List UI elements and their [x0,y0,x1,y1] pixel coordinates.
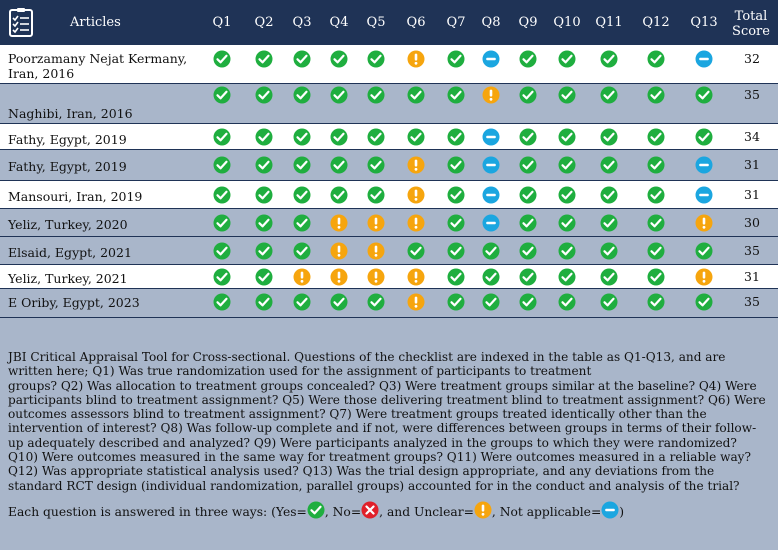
yes-check-icon [519,86,537,104]
yes-check-icon [367,86,385,104]
yes-check-icon [647,50,665,68]
yes-check-icon [330,86,348,104]
yes-check-icon [367,156,385,174]
yes-check-icon [600,156,618,174]
yes-check-icon [447,293,465,311]
unclear-exclamation-icon [407,156,425,174]
table-row [0,181,778,209]
yes-check-icon [213,268,231,286]
article-name: Mansouri, Iran, 2019 [8,189,143,204]
yes-check-icon [647,156,665,174]
unclear-exclamation-icon [367,268,385,286]
yes-check-icon [558,214,576,232]
table-row [0,265,778,289]
yes-check-icon [213,50,231,68]
unclear-exclamation-icon [407,186,425,204]
table-header [0,0,778,45]
no-cross-icon [361,501,379,519]
notes-paragraph-2: groups? Q2) Was allocation to treatment groups concealed? Q3) Were treatment groups similar at the baseline? Q4) Were participants blind to treatment assignment? Q5) Were those delivering treatment blind to treatment assignment? Q6) Were outcomes assessors blind to treatment assignment? Q7) Were treatment groups treated identically other than the intervention of interest? Q8) Was follow-up complete and if not, were differences between groups in terms of their follow-up adequately described and analyzed? Q9) Were participants analyzed in the groups to which they were randomized? Q10) Were outcomes measured in the same way for treatment groups? Q11) Were outcomes measured in a reliable way? Q12) Was appropriate statistical analysis used? Q13) Was the trial design appropriate, and any deviations from the standard RCT design (individual randomization, parallel groups) accounted for in the conduct and analysis of the trial? [8,378,766,493]
yes-check-icon [647,186,665,204]
yes-check-icon [447,86,465,104]
yes-check-icon [647,86,665,104]
yes-check-icon [213,186,231,204]
yes-check-icon [213,86,231,104]
yes-check-icon [367,293,385,311]
yes-check-icon [600,268,618,286]
yes-check-icon [558,50,576,68]
yes-check-icon [255,293,273,311]
yes-check-icon [558,242,576,260]
total-score: 30 [744,215,760,230]
not-applicable-minus-icon [482,186,500,204]
question-header-q4: Q4 [329,15,349,30]
notes-text [8,350,770,493]
yes-check-icon [647,293,665,311]
yes-check-icon [293,186,311,204]
yes-check-icon [558,268,576,286]
yes-check-icon [255,214,273,232]
yes-check-icon [447,128,465,146]
yes-check-icon [407,128,425,146]
question-header-q1: Q1 [212,15,232,30]
yes-check-icon [695,242,713,260]
unclear-exclamation-icon [407,293,425,311]
not-applicable-minus-icon [695,156,713,174]
yes-check-icon [600,86,618,104]
yes-check-icon [482,242,500,260]
total-score: 35 [744,294,760,309]
question-header-q10: Q10 [553,15,581,30]
yes-check-icon [647,242,665,260]
notes-paragraph-1: JBI Critical Appraisal Tool for Cross-sectional. Questions of the checklist are indexed in the table as Q1-Q13, and are written here; Q1) Was true randomization used for the assignment of participants to treatment [8,350,726,379]
not-applicable-minus-icon [482,214,500,232]
yes-check-icon [407,86,425,104]
not-applicable-minus-icon [482,128,500,146]
yes-check-icon [213,293,231,311]
table-row [0,45,778,84]
yes-check-icon [213,128,231,146]
yes-check-icon [519,268,537,286]
yes-check-icon [558,156,576,174]
yes-check-icon [367,50,385,68]
article-name: Yeliz, Turkey, 2020 [8,217,128,232]
not-applicable-minus-icon [601,501,619,519]
legend: Each question is answered in three ways: (Yes= , No= , and Unclear= , Not applicable= ) [8,501,624,519]
total-score: 31 [744,157,760,172]
yes-check-icon [482,268,500,286]
yes-check-icon [330,50,348,68]
yes-check-icon [330,156,348,174]
yes-check-icon [447,186,465,204]
article-name: Poorzamany Nejat Kermany, [8,51,188,66]
yes-check-icon [647,128,665,146]
yes-check-icon [293,293,311,311]
unclear-exclamation-icon [474,501,492,519]
unclear-exclamation-icon [330,214,348,232]
yes-check-icon [600,293,618,311]
checklist-icon [8,8,34,38]
question-header-q7: Q7 [446,15,466,30]
yes-check-icon [293,242,311,260]
article-name: Fathy, Egypt, 2019 [8,132,127,147]
question-header-q6: Q6 [406,15,426,30]
yes-check-icon [367,186,385,204]
yes-check-icon [647,268,665,286]
yes-check-icon [600,186,618,204]
yes-check-icon [519,50,537,68]
yes-check-icon [558,128,576,146]
yes-check-icon [695,128,713,146]
unclear-exclamation-icon [330,242,348,260]
table-row [0,209,778,237]
table-row [0,84,778,124]
yes-check-icon [519,186,537,204]
yes-check-icon [330,128,348,146]
not-applicable-minus-icon [695,186,713,204]
articles-column-header: Articles [70,15,121,30]
yes-check-icon [447,156,465,174]
unclear-exclamation-icon [695,268,713,286]
yes-check-icon [255,86,273,104]
yes-check-icon [307,501,325,519]
yes-check-icon [293,86,311,104]
yes-check-icon [447,242,465,260]
article-name: E Oriby, Egypt, 2023 [8,295,140,310]
yes-check-icon [447,50,465,68]
table-row [0,150,778,181]
yes-check-icon [367,128,385,146]
table-row [0,289,778,318]
unclear-exclamation-icon [482,86,500,104]
article-name: Elsaid, Egypt, 2021 [8,245,132,260]
article-name-line2: Naghibi, Iran, 2016 [8,106,133,121]
yes-check-icon [519,214,537,232]
unclear-exclamation-icon [407,50,425,68]
yes-check-icon [293,128,311,146]
question-header-q13: Q13 [690,15,718,30]
not-applicable-minus-icon [695,50,713,68]
total-score: 32 [744,51,760,66]
yes-check-icon [293,50,311,68]
yes-check-icon [255,50,273,68]
unclear-exclamation-icon [407,214,425,232]
yes-check-icon [519,293,537,311]
total-score: 35 [744,87,760,102]
total-score: 31 [744,187,760,202]
question-header-q12: Q12 [642,15,670,30]
table-row [0,124,778,150]
question-header-q11: Q11 [595,15,623,30]
not-applicable-minus-icon [482,156,500,174]
question-header-q3: Q3 [292,15,312,30]
total-score: 35 [744,243,760,258]
yes-check-icon [407,242,425,260]
unclear-exclamation-icon [367,242,385,260]
yes-check-icon [213,242,231,260]
yes-check-icon [255,128,273,146]
total-score-header: Total Score [732,9,770,39]
yes-check-icon [600,50,618,68]
yes-check-icon [447,214,465,232]
total-score: 34 [744,129,760,144]
article-name-line2: Iran, 2016 [8,66,75,81]
unclear-exclamation-icon [407,268,425,286]
question-header-q9: Q9 [518,15,538,30]
yes-check-icon [558,293,576,311]
yes-check-icon [647,214,665,232]
not-applicable-minus-icon [482,50,500,68]
yes-check-icon [255,186,273,204]
yes-check-icon [600,128,618,146]
question-header-q5: Q5 [366,15,386,30]
question-header-q8: Q8 [481,15,501,30]
yes-check-icon [447,268,465,286]
yes-check-icon [293,214,311,232]
table-row [0,237,778,265]
yes-check-icon [330,293,348,311]
yes-check-icon [293,156,311,174]
yes-check-icon [213,214,231,232]
question-header-q2: Q2 [254,15,274,30]
yes-check-icon [600,242,618,260]
yes-check-icon [695,293,713,311]
yes-check-icon [600,214,618,232]
unclear-exclamation-icon [695,214,713,232]
yes-check-icon [519,128,537,146]
yes-check-icon [255,242,273,260]
unclear-exclamation-icon [330,268,348,286]
yes-check-icon [558,86,576,104]
yes-check-icon [695,86,713,104]
yes-check-icon [330,186,348,204]
yes-check-icon [519,242,537,260]
article-name: Fathy, Egypt, 2019 [8,159,127,174]
yes-check-icon [519,156,537,174]
unclear-exclamation-icon [367,214,385,232]
notes-section [0,318,778,550]
unclear-exclamation-icon [293,268,311,286]
yes-check-icon [255,268,273,286]
yes-check-icon [558,186,576,204]
yes-check-icon [255,156,273,174]
yes-check-icon [482,293,500,311]
total-score: 31 [744,269,760,284]
yes-check-icon [213,156,231,174]
article-name: Yeliz, Turkey, 2021 [8,271,128,286]
